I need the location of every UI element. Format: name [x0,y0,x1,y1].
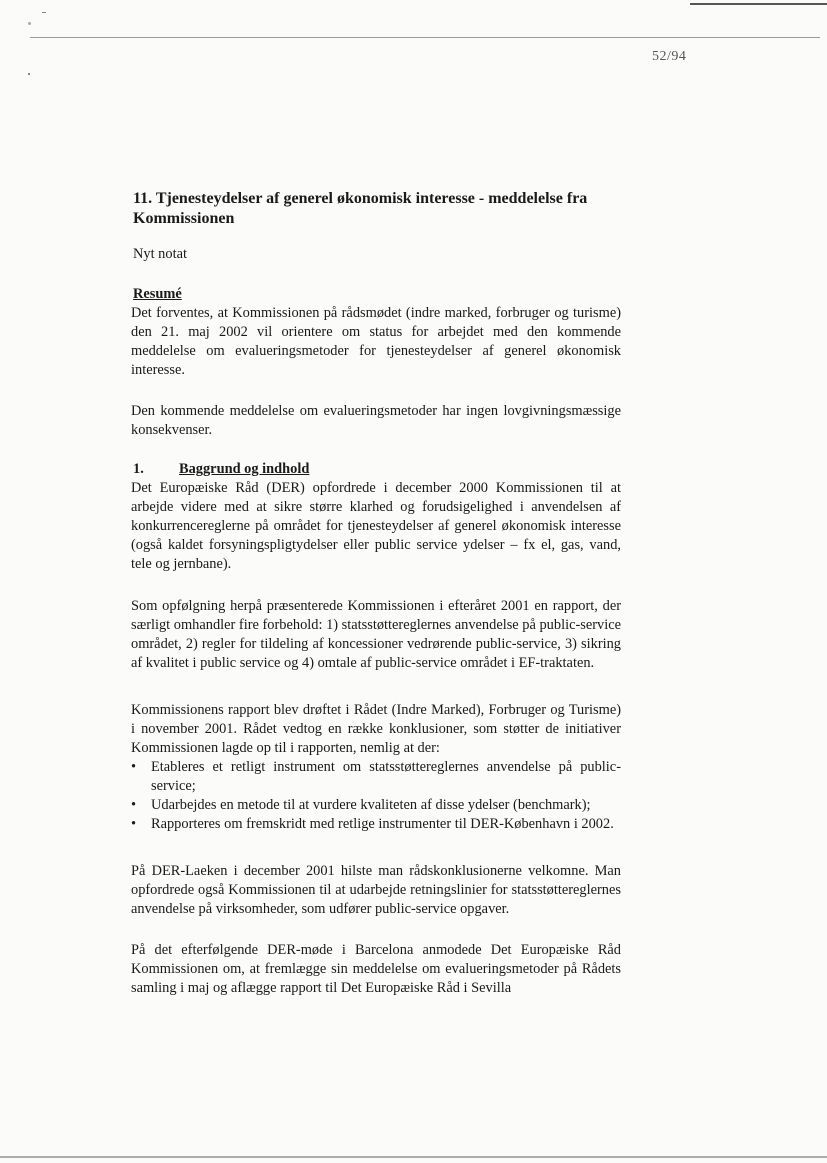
resume-paragraph: Den kommende meddelelse om evalueringsmetoder har ingen lovgivningsmæssige konsekvenser. [131,403,621,438]
scan-artifact-bottom [0,1156,827,1158]
section-1-heading [133,460,621,479]
section-1-paragraph: Kommissionens rapport blev drøftet i Rådet (Indre Marked), Forbruger og Turisme) i november 2001. Rådet vedtog en række konklusioner, som støtter de initiativer Kommissionen lagde op til i rapporten, nemlig at der: [131,702,621,756]
note-label: Nyt notat [133,246,187,262]
conclusions-list [131,758,621,834]
bullet-icon: • [131,816,137,832]
section-1-title: Baggrund og indhold [179,461,310,477]
section-1-paragraph: Som opfølgning herpå præsenterede Kommissionen i efteråret 2001 en rapport, der særligt omhandler fire forbehold: 1) statsstøttereglernes anvendelse på public-service området, 2) regler for tildeling af koncessioner vedrørende public-service, 3) sikring af kvalitet i public service og 4) omtale af public-service området i EF-traktaten. [131,598,621,671]
bullet-icon: • [131,759,137,775]
section-1-paragraph: På det efterfølgende DER-møde i Barcelona anmodede Det Europæiske Råd Kommissionen om, at fremlægge sin meddelelse om evalueringsmetoder på Rådets samling i maj og aflægge rapport til Det Europæiske Råd i Sevilla [131,942,621,996]
scan-artifact [42,12,46,13]
scan-artifact-top-right [690,3,827,5]
section-1-paragraph: På DER-Laeken i december 2001 hilste man rådskonklusionerne velkomne. Man opfordrede også Kommissionen til at udarbejde retningslinier for statsstøttereglernes anvendelse på virksomheder, som udfører public-service opgaver. [131,863,621,917]
resume-paragraph: Det forventes, at Kommissionen på rådsmødet (indre marked, forbruger og turisme) den 21. maj 2002 vil orientere om status for arbejdet med den kommende meddelelse om evalueringsmetoder for tjenesteydelser af generel økonomisk interesse. [131,305,621,378]
scan-artifact [28,22,31,25]
document-heading: 11. Tjenesteydelser af generel økonomisk interesse - meddelelse fra Kommissionen [133,190,588,227]
document-body [131,189,621,998]
list-item: • Etableres et retligt instrument om statsstøttereglernes anvendelse på public-service; [131,759,621,794]
resume-title: Resumé [133,286,182,302]
bullet-icon: • [131,797,137,813]
section-1-number: 1. [133,461,144,477]
list-item: • Udarbejdes en metode til at vurdere kvaliteten af disse ydelser (benchmark); [131,797,591,813]
list-item: • Rapporteres om fremskridt med retlige instrumenter til DER-København i 2002. [131,816,614,832]
page-number: 52/94 [652,49,687,64]
header-rule [30,37,820,38]
scan-artifact [28,73,30,75]
section-1-paragraph: Det Europæiske Råd (DER) opfordrede i december 2000 Kommissionen til at arbejde videre med at sikre større klarhed og forudsigelighed i anvendelsen af konkurrencereglerne på området for tjenesteydelser af generel økonomisk interesse (også kaldet forsyningspligtydelser eller public service ydelser – fx el, gas, vand, tele og jernbane). [131,480,621,572]
